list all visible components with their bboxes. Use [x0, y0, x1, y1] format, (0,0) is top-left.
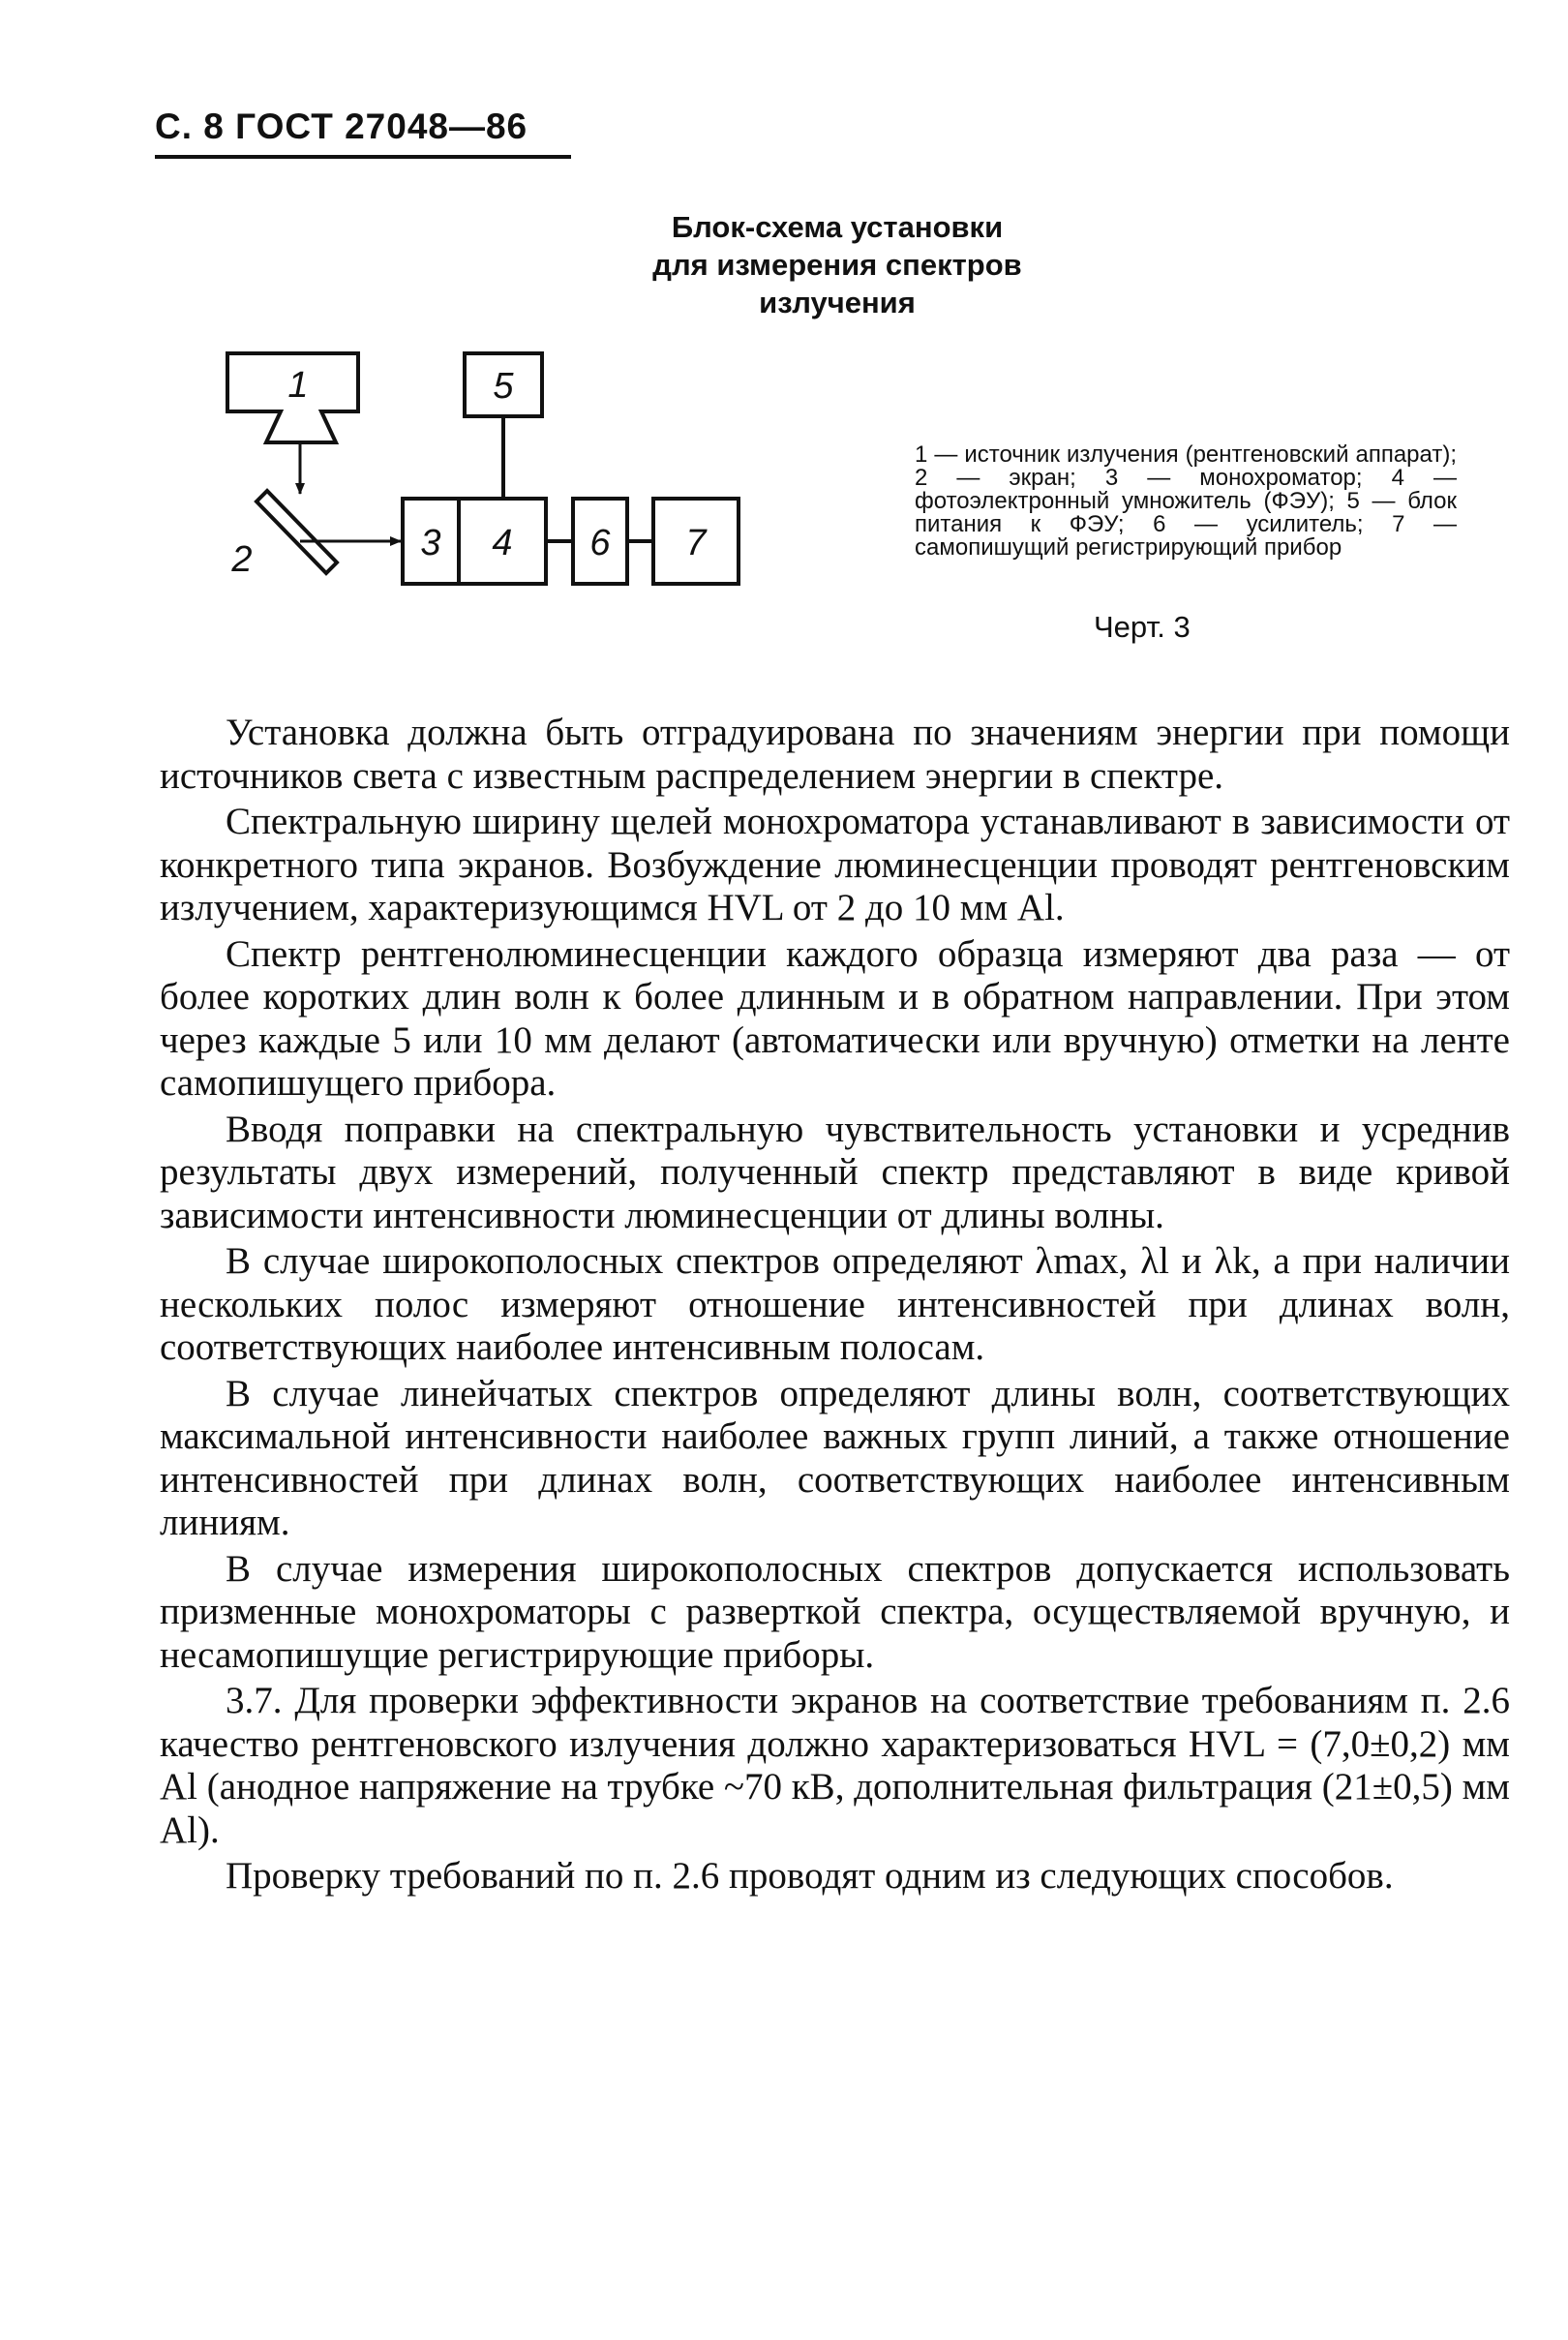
body-text — [160, 712, 1510, 1901]
paragraph: 3.7. Для проверки эффективности экранов на соответствие требованиям п. 2.6 качество рентгеновского излучения должно характеризоваться HVL = (7,0±0,2) мм Al (анодное напряжение на трубке ~70 кВ, дополнительная фильтрация (21±0,5) мм Al). — [160, 1680, 1510, 1851]
header-rule — [155, 155, 571, 159]
block-2-screen — [256, 491, 337, 573]
figure-title — [619, 208, 1055, 321]
figure-legend: 1 — источник излучения (рентгеновский аппарат); 2 — экран; 3 — монохроматор; 4 — фотоэлектронный умножитель (ФЭУ); 5 — блок питания к ФЭУ; 6 — усилитель; 7 — самопишущий регистрирующий прибор — [915, 441, 1457, 561]
page-header: С. 8 ГОСТ 27048—86 — [155, 106, 528, 146]
block-label: 3 — [420, 523, 441, 563]
block-label: 1 — [287, 365, 309, 406]
paragraph: Вводя поправки на спектральную чувствительность установки и усреднив результаты двух измерений, полученный спектр представляют в виде кривой зависимости интенсивности люминесценции от длины волны. — [160, 1108, 1510, 1236]
figure-title-line: для измерения спектров — [652, 248, 1022, 282]
block-label: 7 — [685, 523, 707, 563]
paragraph: Проверку требований по п. 2.6 проводят одним из следующих способов. — [226, 1855, 1394, 1897]
paragraph: В случае линейчатых спектров определяют длины волн, соответствующих максимальной интенсивности наиболее важных групп линий, а также отношение интенсивностей при длинах волн, соответствующих наиболее интенсивным линиям. — [160, 1372, 1510, 1543]
block-diagram — [213, 344, 813, 610]
figure-title-line: излучения — [759, 286, 916, 319]
paragraph: В случае измерения широкополосных спектров допускается использовать призменные монохроматоры с разверткой спектра, осуществляемой вручную, и несамопишущие регистрирующие приборы. — [160, 1547, 1510, 1676]
block-label: 6 — [589, 523, 611, 563]
paragraph: Спектр рентгенолюминесценции каждого образца измеряют два раза — от более коротких длин волн к более длинным и в обратном направлении. При этом через каждые 5 или 10 мм делают (автоматически или вручную) отметки на ленте самопишущего прибора. — [160, 932, 1510, 1104]
block-label: 5 — [493, 366, 514, 407]
block-label: 4 — [492, 523, 513, 563]
block-label: 2 — [231, 539, 253, 580]
paragraph: В случае широкополосных спектров определяют λmax, λl и λk, а при наличии нескольких полос измеряют отношение интенсивностей при длинах волн, соответствующих наиболее интенсивным полосам. — [160, 1240, 1510, 1368]
paragraph: Спектральную ширину щелей монохроматора устанавливают в зависимости от конкретного типа экранов. Возбуждение люминесценции проводят рентгеновским излучением, характеризующимся HVL от 2 до 10 мм Al. — [160, 801, 1510, 928]
paragraph: Установка должна быть отградуирована по значениям энергии при помощи источников света с известным распределением энергии в спектре. — [160, 712, 1510, 797]
figure-caption: Черт. 3 — [1094, 610, 1191, 644]
figure-title-line: Блок-схема установки — [671, 210, 1004, 244]
